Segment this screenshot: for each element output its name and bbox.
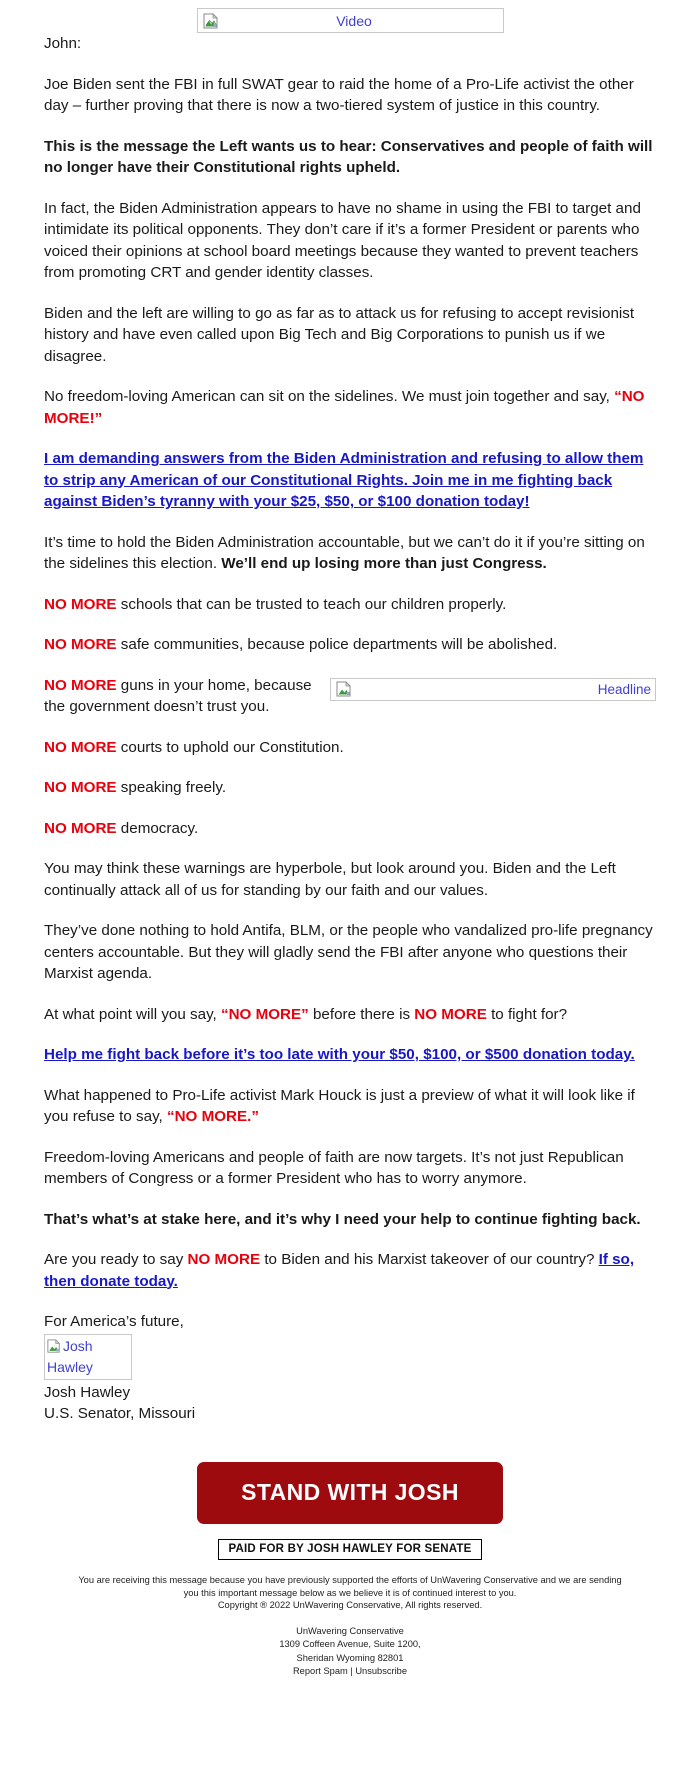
no-more-item-3-text: guns in your home, because the government doesn’t trust you. xyxy=(44,676,312,715)
no-more-item-4 xyxy=(44,737,656,759)
paragraph-8: They’ve done nothing to hold Antifa, BLM, or the people who vandalized pro-life pregnancy centers accountable. But they will gladly send the FBI after anyone who questions their Marxist agenda. xyxy=(44,922,653,982)
paragraph-1: Joe Biden sent the FBI in full SWAT gear to raid the home of a Pro-Life activist the other day – further proving that there is now a two-tiered system of justice in this country. xyxy=(44,75,634,114)
donation-link-2[interactable]: Help me fight back before it’s too late with your $50, $100, or $500 donation today. xyxy=(44,1046,635,1063)
donation-link-1[interactable]: I am demanding answers from the Biden Administration and refusing to allow them to strip any American of our Constitutional Rights. Join me in me fighting back against Biden’s tyranny with your $25, $50, or $100 donation today! xyxy=(44,450,644,510)
donation-link-1-paragraph xyxy=(44,448,656,513)
no-more-item-1 xyxy=(44,594,656,616)
paragraph-9-text-b: before there is xyxy=(308,1005,415,1023)
paragraph-3: In fact, the Biden Administration appears to have no shame in using the FBI to target and intimidate its political opponents. They don’t care if it’s a former President or parents who voiced their opinions at school board meetings because they wanted to prevent teachers from promoting CRT and gender identity classes. xyxy=(44,199,641,281)
no-more-item-2-text: safe communities, because police departments will be abolished. xyxy=(116,636,558,653)
paragraph-13-text-a: Are you ready to say xyxy=(44,1251,188,1268)
footer-link-separator: | xyxy=(347,1666,356,1676)
footer-org-name: UnWavering Conservative xyxy=(296,1625,404,1636)
cta-section xyxy=(0,1462,700,1560)
no-more-emphasis: “NO MORE” xyxy=(220,1005,309,1023)
greeting-line: John: xyxy=(44,35,82,52)
paragraph-7: You may think these warnings are hyperbole, but look around you. Biden and the Left continually attack all of us for standing by our faith and our values. xyxy=(44,860,616,899)
footer-links-row xyxy=(28,1665,672,1679)
signature-image-alt-text: Josh Hawley xyxy=(47,1338,93,1375)
paragraph-11: Freedom-loving Americans and people of faith are now targets. It’s not just Republican members of Congress or a former President who has to worry anymore. xyxy=(44,1148,624,1187)
video-image-placeholder[interactable] xyxy=(197,8,504,33)
no-more-emphasis: “NO MORE!” xyxy=(44,388,645,427)
footer-copyright: Copyright ® 2022 UnWavering Conservative, All rights reserved. xyxy=(217,1600,483,1610)
report-spam-link[interactable]: Report Spam xyxy=(292,1666,348,1676)
no-more-item-6 xyxy=(44,818,656,840)
no-more-label: NO MORE xyxy=(44,636,117,653)
no-more-emphasis: NO MORE xyxy=(414,1005,487,1023)
no-more-emphasis: “NO MORE.” xyxy=(166,1108,259,1125)
paid-for-disclaimer: PAID FOR BY JOSH HAWLEY FOR SENATE xyxy=(218,1539,481,1560)
donate-today-link[interactable]: If so, then donate today. xyxy=(44,1251,635,1290)
broken-image-icon xyxy=(336,681,352,697)
paragraph-9-text-a: At what point will you say, xyxy=(44,1005,221,1023)
no-more-item-6-text: democracy. xyxy=(116,819,199,837)
paragraph-10 xyxy=(44,1085,656,1128)
signature-image-placeholder[interactable] xyxy=(44,1334,132,1380)
video-image-alt-text: Video xyxy=(336,12,372,29)
closing-line: For America’s future, xyxy=(44,1313,184,1330)
paragraph-2-bold-text: This is the message the Left wants us to hear: Conservatives and people of faith will no longer have their Constitutional rights upheld. xyxy=(44,137,653,176)
no-more-item-4-text: courts to uphold our Constitution. xyxy=(116,738,344,756)
paid-for-wrapper xyxy=(0,1524,700,1560)
footer-address-line-2: Sheridan Wyoming 82801 xyxy=(296,1652,404,1663)
unsubscribe-link[interactable]: Unsubscribe xyxy=(355,1666,408,1676)
no-more-label: NO MORE xyxy=(44,779,117,796)
paragraph-9 xyxy=(44,1004,656,1026)
paragraph-6-text: It’s time to hold the Biden Administration accountable, but we can’t do it if you’re sitting on the sidelines this election. xyxy=(44,533,645,572)
no-more-item-1-text: schools that can be trusted to teach our children properly. xyxy=(116,595,507,613)
paragraph-12-bold-text: That’s what’s at stake here, and it’s why I need your help to continue fighting back. xyxy=(44,1210,641,1228)
no-more-label: NO MORE xyxy=(44,738,117,756)
paragraph-5 xyxy=(44,386,656,429)
footer-address-line-1: 1309 Coffeen Avenue, Suite 1200, xyxy=(279,1639,421,1649)
no-more-item-2 xyxy=(44,634,656,656)
paragraph-9-text-c: to fight for? xyxy=(486,1005,568,1023)
headline-image-alt-text: Headline xyxy=(597,681,651,697)
paragraph-12-bold xyxy=(44,1209,656,1231)
no-more-label: NO MORE xyxy=(44,676,117,694)
signature-block xyxy=(44,1311,656,1424)
no-more-item-5 xyxy=(44,777,656,799)
no-more-item-5-text: speaking freely. xyxy=(116,779,227,796)
no-more-item-3-row xyxy=(44,675,656,737)
stand-with-josh-button[interactable]: STAND WITH JOSH xyxy=(197,1462,503,1524)
no-more-label: NO MORE xyxy=(44,595,117,613)
broken-image-icon xyxy=(203,13,219,29)
paragraph-13 xyxy=(44,1249,656,1292)
paragraph-6 xyxy=(44,532,656,575)
footer-disclaimer-line-2: you this important message below as we believe it is of continued interest to you. xyxy=(183,1587,517,1598)
paragraph-10-text: What happened to Pro-Life activist Mark Houck is just a preview of what it will look like if you refuse to say, xyxy=(44,1086,635,1125)
no-more-label: NO MORE xyxy=(44,819,117,837)
email-footer xyxy=(0,1574,700,1697)
broken-image-icon xyxy=(47,1338,61,1352)
email-content xyxy=(0,33,700,1424)
signer-name: Josh Hawley xyxy=(44,1384,131,1401)
paragraph-2-bold xyxy=(44,136,656,179)
signer-title: U.S. Senator, Missouri xyxy=(44,1405,196,1422)
headline-image-placeholder[interactable] xyxy=(330,678,656,701)
donation-link-2-paragraph xyxy=(44,1044,656,1066)
paragraph-5-text: No freedom-loving American can sit on the sidelines. We must join together and say, xyxy=(44,388,615,405)
footer-disclaimer-line-1: You are receiving this message because you have previously supported the efforts of UnWavering Conservative and we are sending xyxy=(78,1575,622,1585)
paragraph-13-text-b: to Biden and his Marxist takeover of our country? xyxy=(260,1251,599,1268)
email-body xyxy=(0,8,700,1697)
paragraph-4: Biden and the left are willing to go as far as to attack us for refusing to accept revisionist history and have even called upon Big Tech and Big Corporations to punish us if we disagree. xyxy=(44,304,635,365)
no-more-emphasis: NO MORE xyxy=(187,1251,261,1268)
paragraph-6-bold: We’ll end up losing more than just Congress. xyxy=(221,555,547,572)
